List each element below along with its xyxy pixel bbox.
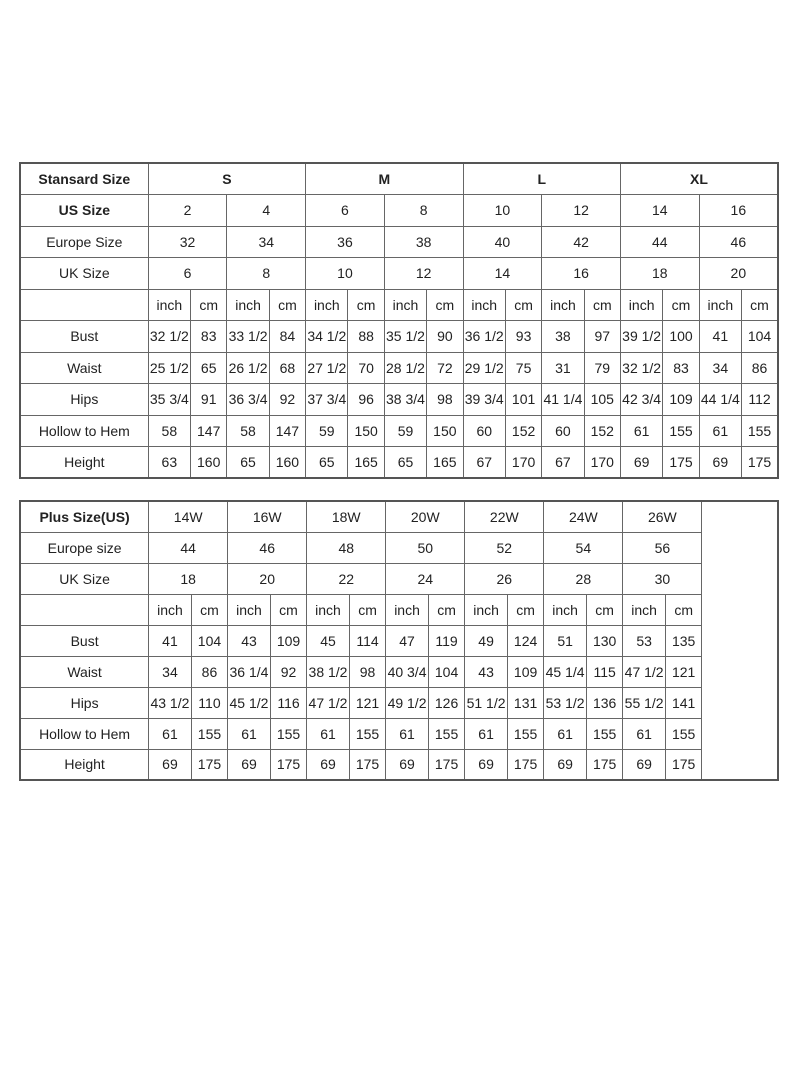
size-group-header: XL: [620, 163, 778, 195]
unit-row: [20, 289, 778, 321]
uk-size-row: [20, 563, 778, 594]
europe-size-value: 52: [465, 532, 544, 563]
measurement-value: 42 3/4: [620, 384, 662, 416]
measurement-row: [20, 352, 778, 384]
measurement-row: [20, 718, 778, 749]
plus-size-value: 22W: [465, 501, 544, 532]
measurement-value: 92: [270, 656, 306, 687]
measurement-value: 35 1/2: [384, 321, 426, 353]
measurement-value: 155: [586, 718, 622, 749]
measurement-value: 45: [307, 625, 350, 656]
measurement-value: 61: [699, 415, 741, 447]
measurement-value: 69: [386, 749, 429, 780]
measurement-value: 69: [623, 749, 666, 780]
measurement-value: 155: [270, 718, 306, 749]
us-size-value: 6: [306, 195, 385, 227]
plus-size-value: 14W: [149, 501, 228, 532]
uk-size-value: 30: [623, 563, 702, 594]
measurement-value: 175: [349, 749, 385, 780]
measurement-value: 115: [586, 656, 622, 687]
measurement-value: 92: [269, 384, 305, 416]
europe-size-value: 44: [620, 226, 699, 258]
measurement-value: 160: [191, 447, 227, 479]
measurement-value: 91: [191, 384, 227, 416]
measurement-row: [20, 625, 778, 656]
measurement-value: 31: [542, 352, 584, 384]
measurement-label: Waist: [20, 656, 149, 687]
unit-cm: cm: [348, 289, 384, 321]
standard-size-table: [19, 162, 779, 479]
us-size-value: 8: [384, 195, 463, 227]
measurement-value: 105: [584, 384, 620, 416]
measurement-value: 109: [270, 625, 306, 656]
measurement-value: 59: [384, 415, 426, 447]
measurement-value: 70: [348, 352, 384, 384]
size-group-row: [20, 163, 778, 195]
measurement-value: 155: [663, 415, 699, 447]
uk-size-value: 10: [306, 258, 385, 290]
uk-size-value: 18: [620, 258, 699, 290]
unit-inch: inch: [544, 594, 587, 625]
unit-inch: inch: [149, 594, 192, 625]
measurement-value: 175: [742, 447, 778, 479]
europe-size-value: 40: [463, 226, 542, 258]
measurement-value: 36 1/4: [228, 656, 271, 687]
measurement-value: 69: [699, 447, 741, 479]
measurement-value: 45 1/2: [228, 687, 271, 718]
unit-inch: inch: [542, 289, 584, 321]
europe-size-value: 54: [544, 532, 623, 563]
measurement-value: 69: [228, 749, 271, 780]
measurement-value: 32 1/2: [148, 321, 190, 353]
measurement-value: 155: [507, 718, 543, 749]
measurement-value: 38: [542, 321, 584, 353]
measurement-value: 58: [148, 415, 190, 447]
measurement-value: 69: [149, 749, 192, 780]
measurement-label: Height: [20, 447, 148, 479]
unit-inch: inch: [699, 289, 741, 321]
us-size-value: 14: [620, 195, 699, 227]
measurement-value: 41 1/4: [542, 384, 584, 416]
measurement-value: 61: [149, 718, 192, 749]
unit-cm: cm: [586, 594, 622, 625]
measurement-value: 155: [191, 718, 227, 749]
measurement-value: 63: [148, 447, 190, 479]
us-size-value: 16: [699, 195, 778, 227]
measurement-value: 175: [270, 749, 306, 780]
europe-size-value: 38: [384, 226, 463, 258]
measurement-value: 61: [623, 718, 666, 749]
measurement-value: 155: [428, 718, 464, 749]
measurement-value: 109: [507, 656, 543, 687]
measurement-value: 150: [348, 415, 384, 447]
measurement-value: 65: [227, 447, 269, 479]
unit-inch: inch: [620, 289, 662, 321]
unit-cm: cm: [191, 289, 227, 321]
europe-size-value: 36: [306, 226, 385, 258]
plus-size-label: Plus Size(US): [20, 501, 149, 532]
measurement-value: 121: [349, 687, 385, 718]
empty-cell: [20, 594, 149, 625]
measurement-value: 61: [307, 718, 350, 749]
measurement-value: 47 1/2: [623, 656, 666, 687]
measurement-value: 69: [544, 749, 587, 780]
measurement-value: 90: [427, 321, 463, 353]
measurement-value: 41: [149, 625, 192, 656]
unit-inch: inch: [386, 594, 429, 625]
measurement-value: 112: [742, 384, 778, 416]
measurement-value: 104: [191, 625, 227, 656]
measurement-value: 36 1/2: [463, 321, 505, 353]
measurement-value: 53 1/2: [544, 687, 587, 718]
measurement-value: 155: [742, 415, 778, 447]
measurement-value: 38 3/4: [384, 384, 426, 416]
measurement-value: 136: [586, 687, 622, 718]
measurement-label: Hips: [20, 687, 149, 718]
unit-cm: cm: [742, 289, 778, 321]
measurement-value: 175: [663, 447, 699, 479]
measurement-value: 88: [348, 321, 384, 353]
measurement-value: 69: [465, 749, 508, 780]
measurement-value: 101: [505, 384, 541, 416]
measurement-value: 61: [386, 718, 429, 749]
measurement-value: 35 3/4: [148, 384, 190, 416]
us-size-value: 12: [542, 195, 621, 227]
measurement-row: [20, 749, 778, 780]
measurement-value: 150: [427, 415, 463, 447]
us-size-value: 2: [148, 195, 227, 227]
measurement-value: 29 1/2: [463, 352, 505, 384]
plus-size-value: 26W: [623, 501, 702, 532]
unit-inch: inch: [148, 289, 190, 321]
measurement-value: 60: [463, 415, 505, 447]
unit-cm: cm: [505, 289, 541, 321]
measurement-value: 36 3/4: [227, 384, 269, 416]
plus-size-table: [19, 500, 779, 781]
uk-size-value: 20: [228, 563, 307, 594]
measurement-row: [20, 656, 778, 687]
measurement-value: 27 1/2: [306, 352, 348, 384]
uk-size-value: 14: [463, 258, 542, 290]
measurement-value: 175: [507, 749, 543, 780]
europe-size-row: [20, 226, 778, 258]
europe-size-value: 32: [148, 226, 227, 258]
measurement-value: 165: [427, 447, 463, 479]
unit-cm: cm: [269, 289, 305, 321]
measurement-value: 121: [665, 656, 701, 687]
measurement-label: Hollow to Hem: [20, 415, 148, 447]
uk-size-value: 26: [465, 563, 544, 594]
measurement-row: [20, 384, 778, 416]
measurement-row: [20, 415, 778, 447]
measurement-value: 25 1/2: [148, 352, 190, 384]
measurement-value: 155: [349, 718, 385, 749]
uk-size-value: 6: [148, 258, 227, 290]
plus-size-value: 20W: [386, 501, 465, 532]
unit-cm: cm: [349, 594, 385, 625]
measurement-value: 175: [428, 749, 464, 780]
measurement-value: 58: [227, 415, 269, 447]
measurement-value: 147: [269, 415, 305, 447]
europe-size-value: 48: [307, 532, 386, 563]
measurement-value: 43 1/2: [149, 687, 192, 718]
measurement-value: 26 1/2: [227, 352, 269, 384]
measurement-label: Bust: [20, 625, 149, 656]
measurement-value: 61: [544, 718, 587, 749]
measurement-value: 65: [384, 447, 426, 479]
uk-size-label: UK Size: [20, 563, 149, 594]
empty-cell: [702, 501, 778, 780]
measurement-value: 175: [665, 749, 701, 780]
europe-size-value: 46: [699, 226, 778, 258]
europe-size-label: Europe Size: [20, 226, 148, 258]
measurement-value: 51 1/2: [465, 687, 508, 718]
plus-size-value: 24W: [544, 501, 623, 532]
measurement-value: 37 3/4: [306, 384, 348, 416]
europe-size-value: 46: [228, 532, 307, 563]
unit-cm: cm: [428, 594, 464, 625]
measurement-value: 131: [507, 687, 543, 718]
measurement-value: 40 3/4: [386, 656, 429, 687]
standard-size-label: Stansard Size: [20, 163, 148, 195]
europe-size-label: Europe size: [20, 532, 149, 563]
measurement-value: 175: [191, 749, 227, 780]
size-group-header: M: [306, 163, 463, 195]
measurement-row: [20, 447, 778, 479]
unit-cm: cm: [507, 594, 543, 625]
measurement-value: 69: [307, 749, 350, 780]
europe-size-row: [20, 532, 778, 563]
unit-inch: inch: [465, 594, 508, 625]
empty-cell: [20, 289, 148, 321]
unit-inch: inch: [227, 289, 269, 321]
measurement-label: Hollow to Hem: [20, 718, 149, 749]
measurement-value: 86: [742, 352, 778, 384]
measurement-value: 98: [427, 384, 463, 416]
measurement-value: 41: [699, 321, 741, 353]
measurement-label: Waist: [20, 352, 148, 384]
plus-size-value: 16W: [228, 501, 307, 532]
size-group-header: S: [148, 163, 305, 195]
measurement-value: 160: [269, 447, 305, 479]
unit-cm: cm: [584, 289, 620, 321]
measurement-value: 96: [348, 384, 384, 416]
measurement-value: 47: [386, 625, 429, 656]
measurement-value: 104: [428, 656, 464, 687]
measurement-value: 61: [465, 718, 508, 749]
measurement-value: 170: [505, 447, 541, 479]
measurement-value: 93: [505, 321, 541, 353]
unit-cm: cm: [191, 594, 227, 625]
measurement-value: 114: [349, 625, 385, 656]
uk-size-value: 16: [542, 258, 621, 290]
measurement-value: 79: [584, 352, 620, 384]
measurement-value: 116: [270, 687, 306, 718]
unit-cm: cm: [427, 289, 463, 321]
measurement-value: 100: [663, 321, 699, 353]
measurement-value: 67: [542, 447, 584, 479]
uk-size-value: 12: [384, 258, 463, 290]
measurement-value: 155: [665, 718, 701, 749]
measurement-value: 53: [623, 625, 666, 656]
measurement-value: 43: [465, 656, 508, 687]
measurement-value: 34: [699, 352, 741, 384]
us-size-value: 10: [463, 195, 542, 227]
measurement-value: 44 1/4: [699, 384, 741, 416]
unit-inch: inch: [228, 594, 271, 625]
uk-size-value: 24: [386, 563, 465, 594]
measurement-value: 45 1/4: [544, 656, 587, 687]
measurement-value: 69: [620, 447, 662, 479]
measurement-value: 68: [269, 352, 305, 384]
measurement-value: 110: [191, 687, 227, 718]
unit-inch: inch: [307, 594, 350, 625]
uk-size-value: 18: [149, 563, 228, 594]
unit-cm: cm: [270, 594, 306, 625]
measurement-value: 34: [149, 656, 192, 687]
measurement-value: 130: [586, 625, 622, 656]
measurement-value: 86: [191, 656, 227, 687]
measurement-value: 141: [665, 687, 701, 718]
measurement-value: 98: [349, 656, 385, 687]
unit-row: [20, 594, 778, 625]
us-size-row: [20, 195, 778, 227]
unit-inch: inch: [384, 289, 426, 321]
measurement-value: 152: [584, 415, 620, 447]
measurement-value: 38 1/2: [307, 656, 350, 687]
plus-size-value: 18W: [307, 501, 386, 532]
measurement-value: 49: [465, 625, 508, 656]
measurement-value: 32 1/2: [620, 352, 662, 384]
us-size-value: 4: [227, 195, 306, 227]
measurement-value: 170: [584, 447, 620, 479]
measurement-value: 47 1/2: [307, 687, 350, 718]
measurement-label: Hips: [20, 384, 148, 416]
europe-size-value: 56: [623, 532, 702, 563]
europe-size-value: 42: [542, 226, 621, 258]
measurement-value: 124: [507, 625, 543, 656]
size-group-header: L: [463, 163, 620, 195]
measurement-value: 60: [542, 415, 584, 447]
measurement-value: 65: [191, 352, 227, 384]
unit-cm: cm: [665, 594, 701, 625]
measurement-value: 33 1/2: [227, 321, 269, 353]
measurement-value: 84: [269, 321, 305, 353]
europe-size-value: 34: [227, 226, 306, 258]
measurement-value: 75: [505, 352, 541, 384]
measurement-value: 65: [306, 447, 348, 479]
measurement-value: 59: [306, 415, 348, 447]
unit-inch: inch: [306, 289, 348, 321]
uk-size-value: 20: [699, 258, 778, 290]
measurement-value: 51: [544, 625, 587, 656]
measurement-value: 39 1/2: [620, 321, 662, 353]
measurement-value: 109: [663, 384, 699, 416]
measurement-row: [20, 321, 778, 353]
unit-inch: inch: [623, 594, 666, 625]
uk-size-value: 8: [227, 258, 306, 290]
measurement-row: [20, 687, 778, 718]
uk-size-label: UK Size: [20, 258, 148, 290]
measurement-value: 61: [228, 718, 271, 749]
measurement-value: 97: [584, 321, 620, 353]
measurement-value: 147: [191, 415, 227, 447]
measurement-value: 72: [427, 352, 463, 384]
measurement-value: 165: [348, 447, 384, 479]
measurement-value: 175: [586, 749, 622, 780]
us-size-label: US Size: [20, 195, 148, 227]
measurement-value: 83: [191, 321, 227, 353]
measurement-value: 104: [742, 321, 778, 353]
measurement-value: 61: [620, 415, 662, 447]
measurement-value: 135: [665, 625, 701, 656]
measurement-value: 43: [228, 625, 271, 656]
measurement-label: Bust: [20, 321, 148, 353]
measurement-value: 49 1/2: [386, 687, 429, 718]
measurement-value: 83: [663, 352, 699, 384]
unit-inch: inch: [463, 289, 505, 321]
measurement-value: 152: [505, 415, 541, 447]
plus-size-row: [20, 501, 778, 532]
measurement-value: 67: [463, 447, 505, 479]
measurement-value: 126: [428, 687, 464, 718]
europe-size-value: 44: [149, 532, 228, 563]
measurement-label: Height: [20, 749, 149, 780]
unit-cm: cm: [663, 289, 699, 321]
measurement-value: 119: [428, 625, 464, 656]
measurement-value: 55 1/2: [623, 687, 666, 718]
measurement-value: 28 1/2: [384, 352, 426, 384]
measurement-value: 34 1/2: [306, 321, 348, 353]
uk-size-value: 28: [544, 563, 623, 594]
europe-size-value: 50: [386, 532, 465, 563]
uk-size-value: 22: [307, 563, 386, 594]
uk-size-row: [20, 258, 778, 290]
measurement-value: 39 3/4: [463, 384, 505, 416]
